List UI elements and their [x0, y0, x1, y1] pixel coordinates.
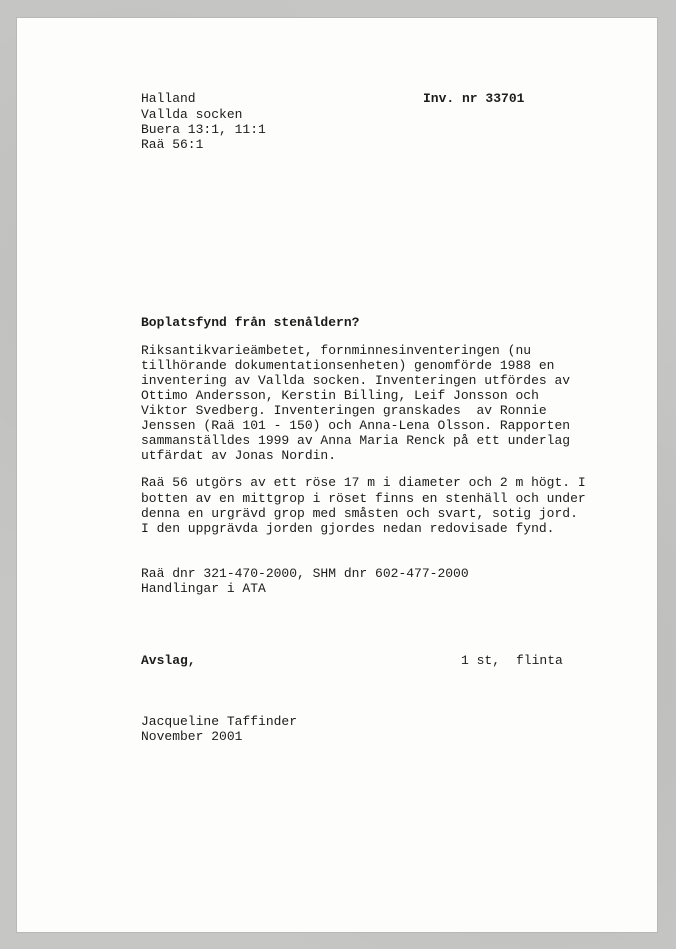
paragraph-1-line: tillhörande dokumentationsenheten) genomförde 1988 en	[141, 358, 555, 373]
paragraph-2-line: Raä 56 utgörs av ett röse 17 m i diameter och 2 m högt. I	[141, 475, 586, 490]
paragraph-1-line: sammanställdes 1999 av Anna Maria Renck på ett underlag	[141, 433, 571, 448]
paragraph-2-line: botten av en mittgrop i röset finns en stenhäll och under	[141, 491, 586, 506]
document-date: November 2001	[141, 729, 243, 744]
inventory-number: Inv. nr 33701	[423, 91, 525, 106]
county-line: Halland	[141, 91, 196, 106]
paragraph-2-line: I den uppgrävda jorden gjordes nedan redovisade fynd.	[141, 521, 555, 536]
find-label: Avslag,	[141, 653, 196, 668]
paragraph-1-line: Ottimo Andersson, Kerstin Billing, Leif Jonsson och	[141, 388, 539, 403]
reference-line: Raä dnr 321-470-2000, SHM dnr 602-477-2000	[141, 566, 469, 581]
property-line: Buera 13:1, 11:1	[141, 122, 266, 137]
find-count: 1 st,	[461, 653, 501, 668]
author-name: Jacqueline Taffinder	[141, 714, 298, 729]
document-title: Boplatsfynd från stenåldern?	[141, 315, 360, 330]
paragraph-1-line: inventering av Vallda socken. Inventeringen utfördes av	[141, 373, 571, 388]
paragraph-2-line: denna en urgrävd grop med småsten och svart, sotig jord.	[141, 506, 578, 521]
paragraph-1-line: Riksantikvarieämbetet, fornminnesinventeringen (nu	[141, 343, 532, 358]
paragraph-1-line: Jenssen (Raä 101 - 150) och Anna-Lena Olsson. Rapporten	[141, 418, 571, 433]
find-material: flinta	[516, 653, 563, 668]
reference-line: Handlingar i ATA	[141, 581, 266, 596]
site-number-line: Raä 56:1	[141, 137, 204, 152]
paragraph-1-line: Viktor Svedberg. Inventeringen granskades av Ronnie	[141, 403, 547, 418]
parish-line: Vallda socken	[141, 107, 243, 122]
paragraph-1-line: utfärdat av Jonas Nordin.	[141, 448, 337, 463]
